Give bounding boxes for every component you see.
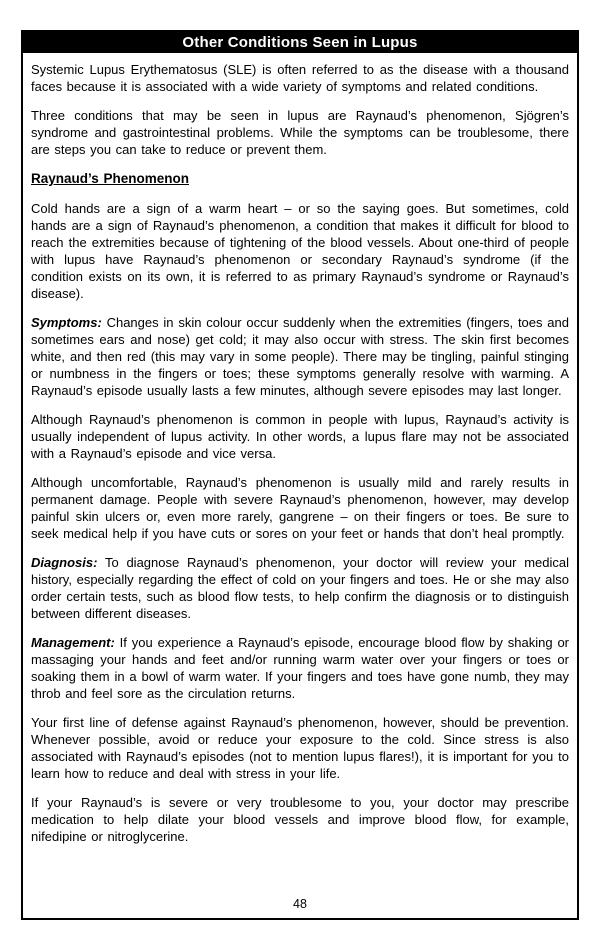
- paragraph-diagnosis: [31, 554, 569, 622]
- page-title: Other Conditions Seen in Lupus: [23, 32, 577, 53]
- section-heading: Raynaud’s Phenomenon: [31, 171, 190, 186]
- diagnosis-text: To diagnose Raynaud’s phenomenon, your doctor will review your medical history, especially regarding the effect of cold on your fingers and toes. He or she may also order certain tests, such as blood flow tests, to help confirm the diagnosis or to distinguish between different diseases.: [31, 555, 569, 621]
- paragraph-raynauds-intro: Cold hands are a sign of a warm heart – or so the saying goes. But sometimes, cold hands are a sign of Raynaud’s phenomenon, a condition that makes it difficult for blood to reach the extremities because of tightening of the blood vessels. About one-third of people with lupus have Raynaud’s phenomenon or secondary Raynaud’s syndrome (if the condition exists on its own, it is referred to as primary Raynaud’s syndrome or Raynaud’s disease).: [31, 201, 569, 301]
- page-frame: [21, 30, 579, 920]
- paragraph-symptoms: [31, 314, 569, 399]
- page-number: 48: [293, 897, 307, 911]
- page-content: [23, 53, 577, 894]
- symptoms-label: Symptoms:: [31, 315, 102, 330]
- diagnosis-label: Diagnosis:: [31, 555, 98, 570]
- intro-paragraph-1: Systemic Lupus Erythematosus (SLE) is often referred to as the disease with a thousand faces because it is associated with a wide variety of symptoms and related conditions.: [31, 62, 569, 94]
- symptoms-text: Changes in skin colour occur suddenly when the extremities (fingers, toes and sometimes ears and nose) get cold; it may also occur with stress. The skin first becomes white, and then red (this may vary in some people). There may be tingling, painful stinging or numbness in the fingers or toes; these symptoms generally resolve with warming. A Raynaud’s episode usually lasts a few minutes, although severe episodes may last longer.: [31, 315, 569, 398]
- intro-paragraph-2: Three conditions that may be seen in lupus are Raynaud’s phenomenon, Sjögren’s syndrome and gastrointestinal problems. While the symptoms can be troublesome, there are steps you can take to reduce or prevent them.: [31, 108, 569, 157]
- paragraph-medication: If your Raynaud’s is severe or very troublesome to you, your doctor may prescribe medication to help dilate your blood vessels and improve blood flow, for example, nifedipine or nitroglycerine.: [31, 795, 569, 844]
- management-label: Management:: [31, 635, 115, 650]
- paragraph-lupus-activity: Although Raynaud’s phenomenon is common in people with lupus, Raynaud’s activity is usually independent of lupus activity. In other words, a lupus flare may not be associated with a Raynaud’s episode and vice versa.: [31, 412, 569, 461]
- paragraph-prevention: Your first line of defense against Raynaud’s phenomenon, however, should be prevention. Whenever possible, avoid or reduce your exposure to the cold. Since stress is also associated with Raynaud’s episodes (not to mention lupus flares!), it is important for you to learn how to reduce and deal with stress in your life.: [31, 715, 569, 781]
- paragraph-severity: Although uncomfortable, Raynaud’s phenomenon is usually mild and rarely results in permanent damage. People with severe Raynaud’s phenomenon, however, may develop painful skin ulcers or, even more rarely, gangrene – on their fingers or toes. Be sure to seek medical help if you have cuts or sores on your feet or hands that don’t heal promptly.: [31, 475, 569, 541]
- management-text: If you experience a Raynaud’s episode, encourage blood flow by shaking or massaging your hands and feet and/or running warm water over your fingers or toes or soaking them in a bowl of warm water. If your fingers and toes have gone numb, they may throb and feel sore as the circulation returns.: [31, 635, 569, 701]
- paragraph-management: [31, 634, 569, 702]
